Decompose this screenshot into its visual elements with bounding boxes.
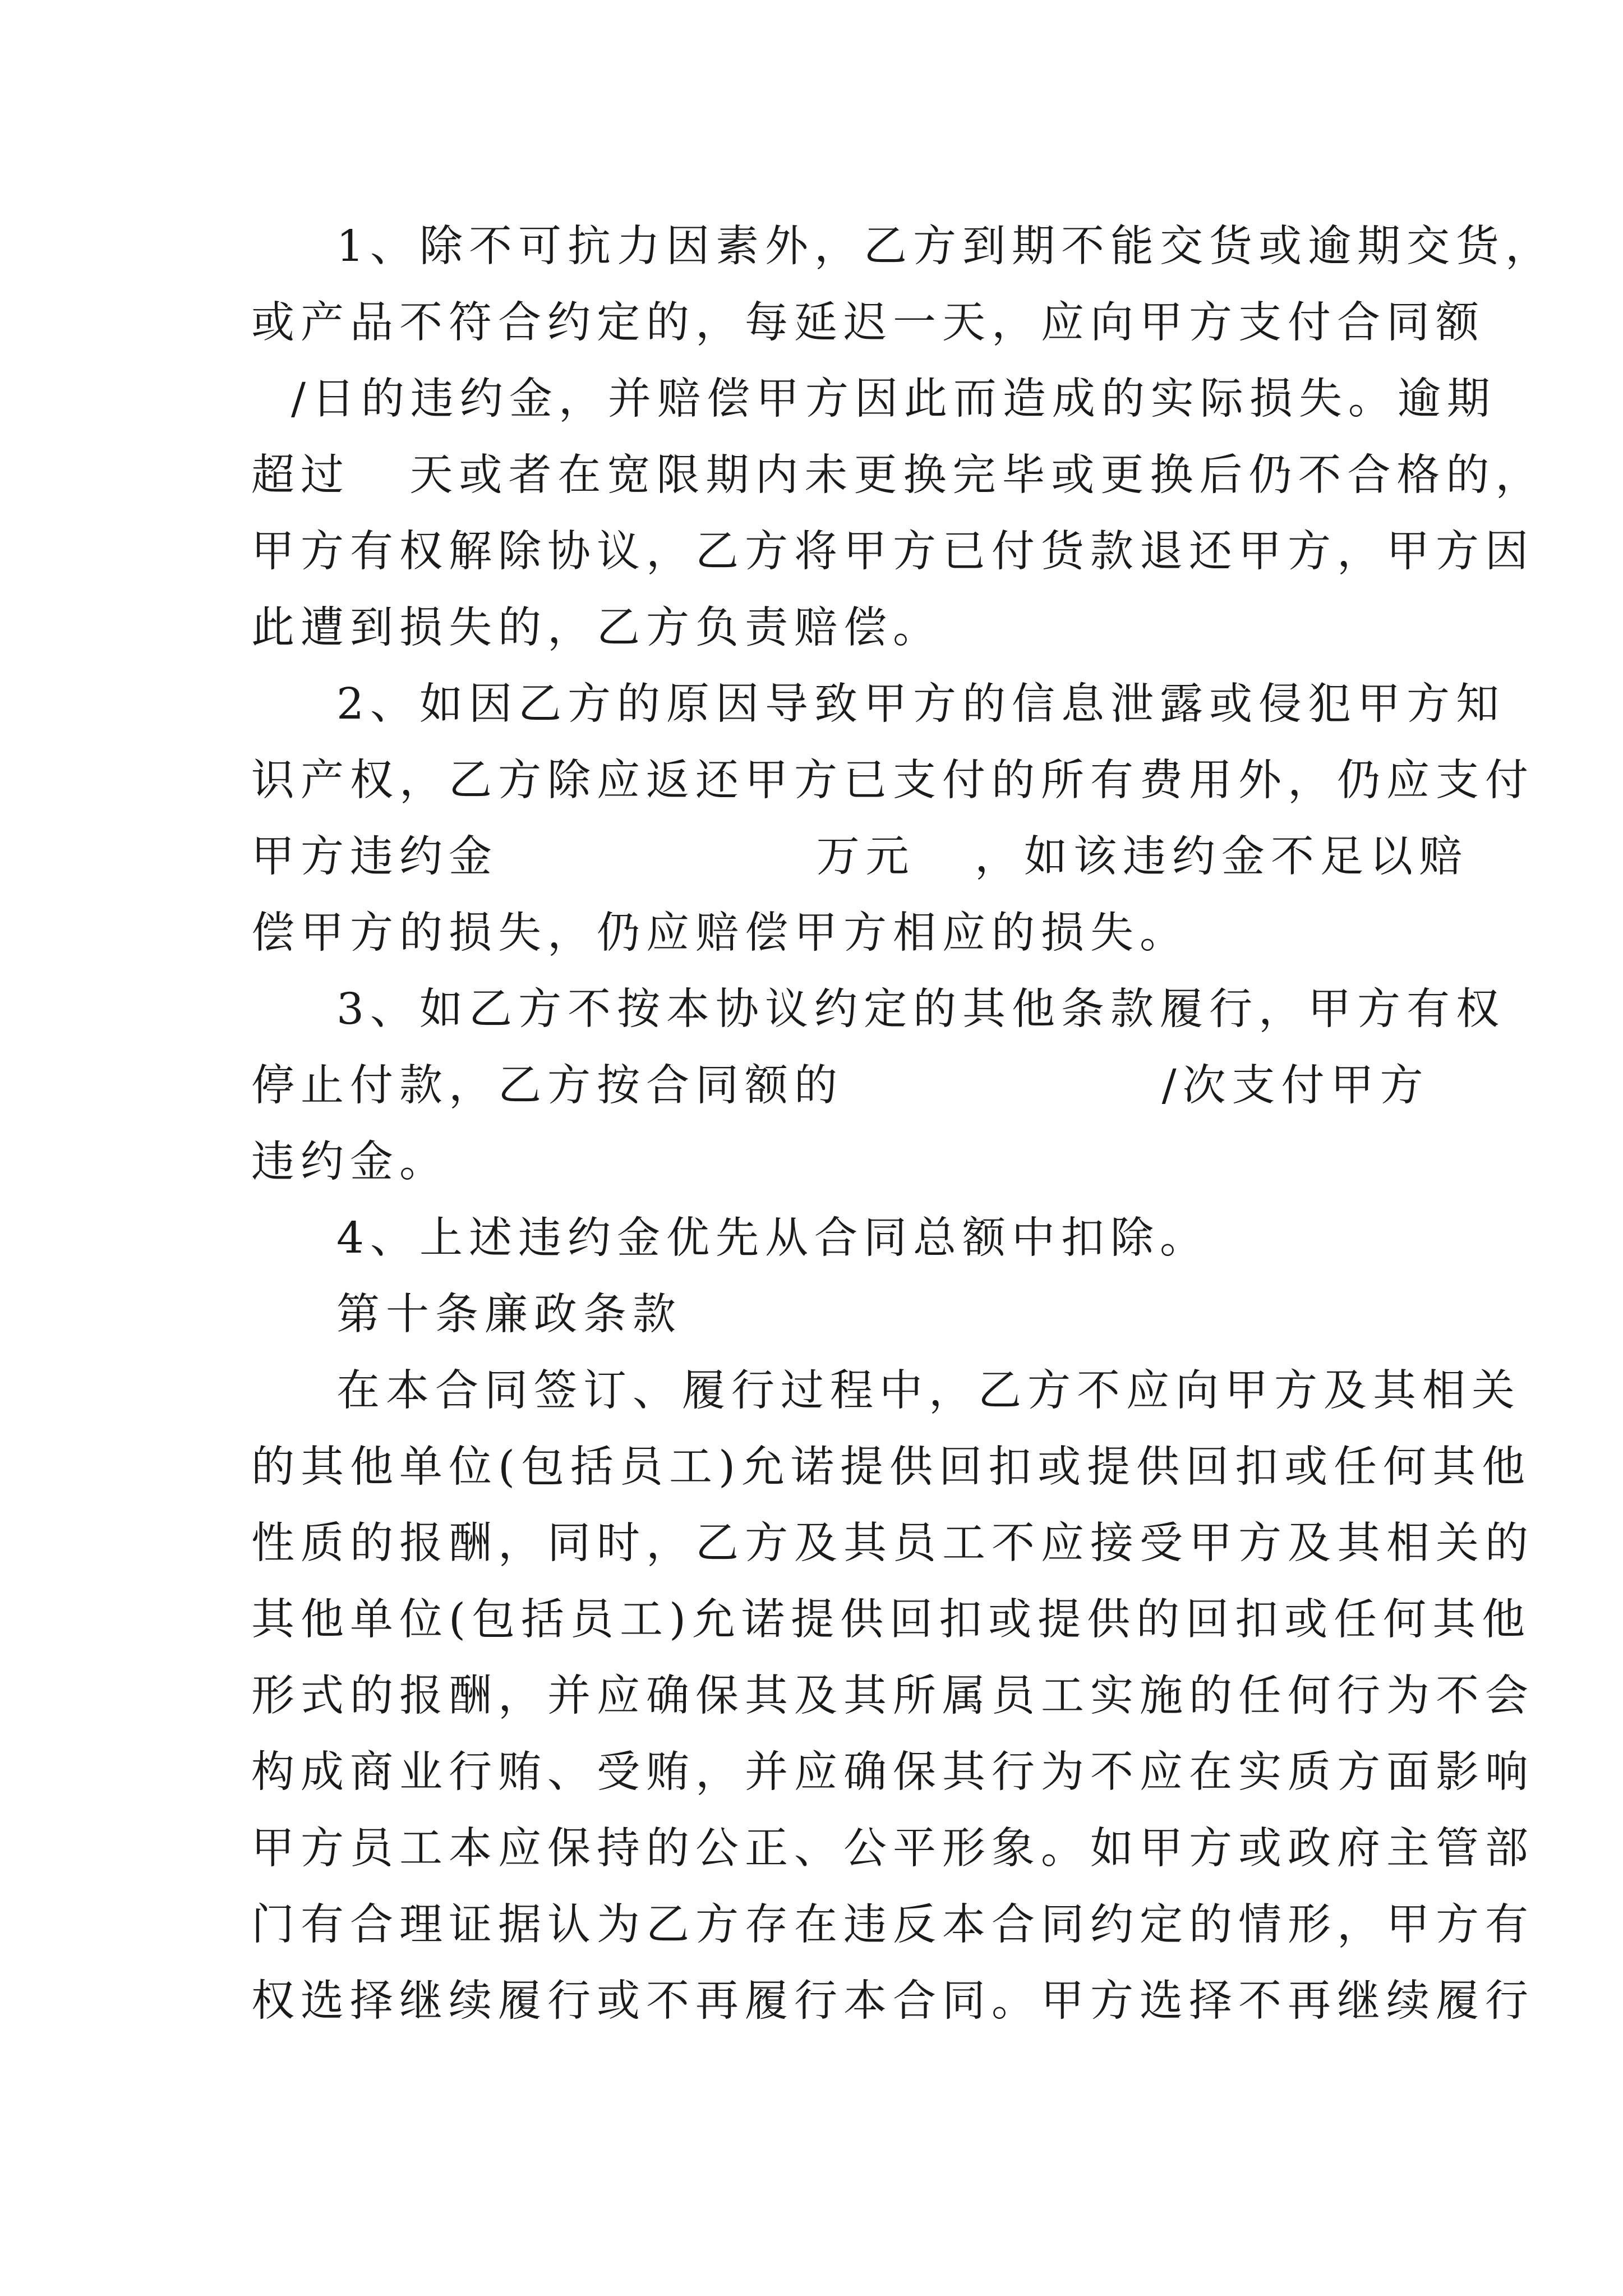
clause-1-line-1: 1、除不可抗力因素外，乙方到期不能交货或逾期交货，: [336, 222, 1555, 272]
clause-1-line-4: 超过 天或者在宽限期内未更换完毕或更换后仍不合格的，: [251, 450, 1545, 500]
clause-2-line-3: 甲方违约金 万元 ，如该违约金不足以赔: [251, 832, 1469, 882]
integrity-line-3: 性质的报酬，同时，乙方及其员工不应接受甲方及其相关的: [251, 1519, 1534, 1568]
integrity-line-1: 在本合同签订、履行过程中，乙方不应向甲方及其相关: [336, 1366, 1521, 1416]
section-heading: 第十条廉政条款: [336, 1290, 682, 1340]
integrity-line-2: 的其他单位(包括员工)允诺提供回扣或提供回扣或任何其他: [251, 1442, 1532, 1492]
integrity-line-7: 甲方员工本应保持的公正、公平形象。如甲方或政府主管部: [251, 1824, 1534, 1874]
clause-4-line-1: 4、上述违约金优先从合同总额中扣除。: [336, 1213, 1209, 1263]
clause-2-line-4: 偿甲方的损失，仍应赔偿甲方相应的损失。: [251, 908, 1189, 958]
clause-1-line-6: 此遭到损失的，乙方负责赔偿。: [251, 603, 942, 653]
clause-3-line-2: 停止付款，乙方按合同额的 /次支付甲方: [251, 1061, 1430, 1111]
integrity-line-9: 权选择继续履行或不再履行本合同。甲方选择不再继续履行: [251, 1976, 1534, 2026]
clause-1-line-2: 或产品不符合约定的，每延迟一天，应向甲方支付合同额: [251, 298, 1485, 348]
clause-2-line-1: 2、如因乙方的原因导致甲方的信息泄露或侵犯甲方知: [336, 679, 1505, 729]
integrity-line-8: 门有合理证据认为乙方存在违反本合同约定的情形，甲方有: [251, 1900, 1534, 1950]
clause-2-line-2: 识产权，乙方除应返还甲方已支付的所有费用外，仍应支付: [251, 756, 1534, 806]
clause-1-line-5: 甲方有权解除协议，乙方将甲方已付货款退还甲方，甲方因: [251, 527, 1534, 577]
integrity-line-6: 构成商业行贿、受贿，并应确保其行为不应在实质方面影响: [251, 1747, 1534, 1797]
clause-3-line-1: 3、如乙方不按本协议约定的其他条款履行，甲方有权: [336, 984, 1505, 1034]
clause-1-line-3: /日的违约金，并赔偿甲方因此而造成的实际损失。逾期: [251, 374, 1496, 424]
clause-3-line-3: 违约金。: [251, 1137, 449, 1187]
integrity-line-4: 其他单位(包括员工)允诺提供回扣或提供的回扣或任何其他: [251, 1595, 1532, 1645]
integrity-line-5: 形式的报酬，并应确保其及其所属员工实施的任何行为不会: [251, 1671, 1534, 1721]
